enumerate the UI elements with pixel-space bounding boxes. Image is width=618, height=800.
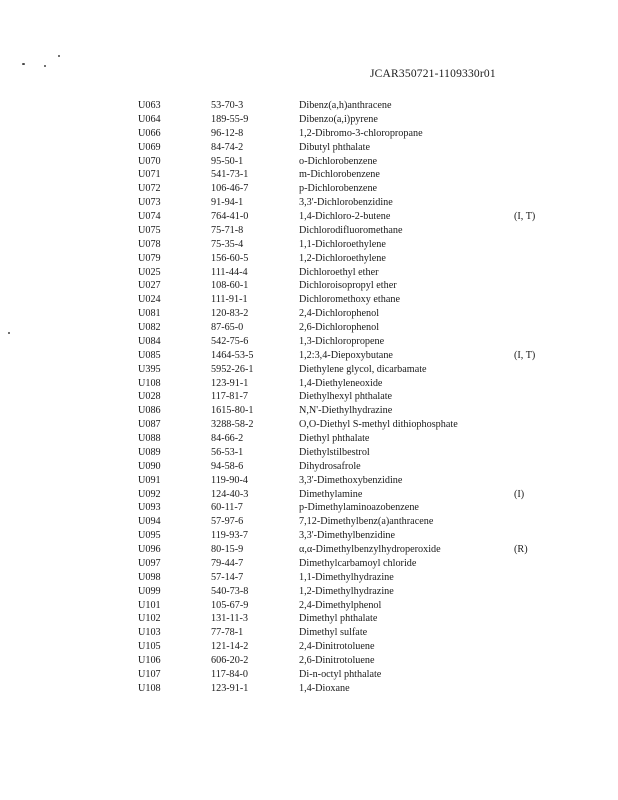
hazard-code [514, 321, 544, 335]
waste-code: U028 [138, 391, 161, 403]
hazard-code: (I, T) [514, 211, 536, 222]
table-row [138, 557, 544, 571]
table-row [138, 446, 544, 460]
waste-code: U084 [138, 335, 161, 347]
hazard-code [514, 626, 544, 640]
hazard-code [514, 238, 544, 252]
cas-number: 5952-26-1 [211, 363, 254, 375]
hazard-code [514, 529, 544, 543]
cas-number: 1464-53-5 [211, 349, 254, 361]
chemical-name: m-Dichlorobenzene [299, 169, 380, 181]
table-row [138, 418, 544, 432]
cas-number: 56-53-1 [211, 446, 244, 458]
waste-code: U069 [138, 141, 161, 153]
chemical-name: 7,12-Dimethylbenz(a)anthracene [299, 516, 434, 528]
waste-code: U070 [138, 155, 161, 167]
table-row [138, 682, 544, 696]
waste-code: U081 [138, 308, 161, 320]
chemical-name: α,α-Dimethylbenzylhydroperoxide [299, 544, 441, 555]
hazard-code [514, 612, 544, 626]
table-row [138, 612, 544, 626]
table-row [138, 668, 544, 682]
chemical-name: 1,4-Dichloro-2-butene [299, 211, 391, 222]
hazard-code [514, 668, 544, 682]
chemical-name: Dibenzo(a,i)pyrene [299, 113, 378, 125]
waste-code: U082 [138, 322, 161, 333]
chemical-name: Diethylstilbestrol [299, 446, 370, 458]
hazard-code [514, 377, 544, 391]
chemical-name: 2,4-Dichlorophenol [299, 308, 380, 320]
table-row [138, 654, 544, 668]
hazard-code [514, 460, 544, 474]
table-row [138, 307, 544, 321]
cas-number: 111-44-4 [211, 266, 248, 278]
waste-code: U079 [138, 252, 161, 264]
cas-number: 123-91-1 [211, 682, 249, 694]
cas-number: 541-73-1 [211, 169, 249, 181]
cas-number: 57-14-7 [211, 571, 244, 583]
cas-number: 189-55-9 [211, 113, 249, 125]
waste-code: U097 [138, 557, 161, 569]
cas-number: 764-41-0 [211, 211, 249, 222]
document-id: JCAR350721-1109330r01 [370, 68, 496, 80]
waste-code: U107 [138, 668, 161, 680]
scan-speck [44, 65, 46, 67]
table-row [138, 141, 544, 155]
hazardous-waste-table [138, 99, 544, 696]
waste-code: U073 [138, 197, 161, 209]
table-row [138, 279, 544, 293]
waste-code: U096 [138, 544, 161, 555]
hazard-code [514, 474, 544, 488]
cas-number: 75-71-8 [211, 224, 244, 236]
waste-code: U087 [138, 419, 161, 431]
hazard-code [514, 557, 544, 571]
table-row [138, 335, 544, 349]
table-row [138, 529, 544, 543]
chemical-name: 1,2-Dimethylhydrazine [299, 585, 394, 597]
cas-number: 117-84-0 [211, 668, 248, 680]
table-row [138, 515, 544, 529]
table-row [138, 404, 544, 418]
hazard-code [514, 155, 544, 169]
hazard-code [514, 446, 544, 460]
hazard-code [514, 127, 544, 141]
waste-code: U106 [138, 655, 161, 666]
cas-number: 131-11-3 [211, 613, 248, 625]
waste-code: U102 [138, 613, 161, 625]
hazard-code [514, 640, 544, 654]
waste-code: U088 [138, 433, 161, 444]
hazard-code [514, 654, 544, 668]
waste-code: U078 [138, 238, 161, 250]
hazard-code [514, 224, 544, 238]
cas-number: 79-44-7 [211, 557, 244, 569]
cas-number: 95-50-1 [211, 155, 244, 167]
chemical-name: Dichloromethoxy ethane [299, 294, 400, 306]
cas-number: 106-46-7 [211, 183, 249, 195]
chemical-name: Dihydrosafrole [299, 460, 361, 472]
waste-code: U099 [138, 585, 161, 597]
cas-number: 606-20-2 [211, 655, 249, 666]
table-row [138, 155, 544, 169]
chemical-name: O,O-Diethyl S-methyl dithiophosphate [299, 419, 458, 431]
cas-number: 96-12-8 [211, 127, 244, 139]
cas-number: 77-78-1 [211, 627, 244, 639]
hazard-code [514, 335, 544, 349]
hazard-code [514, 196, 544, 210]
chemical-name: Dibutyl phthalate [299, 141, 371, 153]
cas-number: 57-97-6 [211, 516, 244, 528]
hazard-code [514, 515, 544, 529]
hazard-code [514, 99, 544, 113]
chemical-name: 1,4-Dioxane [299, 682, 350, 694]
chemical-name: 1,2-Dibromo-3-chloropropane [299, 127, 423, 139]
table-row [138, 363, 544, 377]
table-row [138, 349, 544, 363]
waste-code: U064 [138, 113, 161, 125]
cas-number: 117-81-7 [211, 391, 248, 403]
hazard-code [514, 266, 544, 280]
chemical-name: Di-n-octyl phthalate [299, 668, 382, 680]
cas-number: 156-60-5 [211, 252, 249, 264]
chemical-name: 1,4-Diethyleneoxide [299, 377, 383, 389]
table-row [138, 585, 544, 599]
table-row [138, 266, 544, 280]
table-row [138, 321, 544, 335]
table-row [138, 377, 544, 391]
cas-number: 123-91-1 [211, 377, 249, 389]
table-body [138, 99, 544, 696]
cas-number: 80-15-9 [211, 544, 244, 555]
chemical-name: 1,2-Dichloroethylene [299, 252, 386, 264]
waste-code: U101 [138, 599, 161, 611]
chemical-name: Dichloroisopropyl ether [299, 280, 397, 292]
cas-number: 84-66-2 [211, 433, 244, 444]
waste-code: U075 [138, 224, 161, 236]
table-row [138, 99, 544, 113]
chemical-name: 1,2:3,4-Diepoxybutane [299, 349, 393, 361]
hazard-code [514, 599, 544, 613]
hazard-code [514, 168, 544, 182]
hazard-code [514, 418, 544, 432]
cas-number: 53-70-3 [211, 100, 244, 111]
chemical-name: 1,1-Dichloroethylene [299, 238, 386, 250]
chemical-name: Dimethylamine [299, 488, 363, 500]
waste-code: U094 [138, 516, 161, 528]
table-row [138, 432, 544, 446]
chemical-name: 2,4-Dinitrotoluene [299, 641, 375, 653]
table-row [138, 488, 544, 502]
chemical-name: 1,3-Dichloropropene [299, 335, 385, 347]
waste-code: U090 [138, 460, 161, 472]
waste-code: U091 [138, 474, 161, 486]
hazard-code: (I) [514, 488, 525, 500]
cas-number: 121-14-2 [211, 641, 249, 653]
chemical-name: 2,4-Dimethylphenol [299, 599, 382, 611]
cas-number: 542-75-6 [211, 335, 249, 347]
chemical-name: 3,3'-Dimethylbenzidine [299, 530, 396, 542]
table-row [138, 168, 544, 182]
chemical-name: Diethylene glycol, dicarbamate [299, 363, 427, 375]
waste-code: U098 [138, 571, 161, 583]
hazard-code [514, 252, 544, 266]
table-row [138, 127, 544, 141]
cas-number: 75-35-4 [211, 238, 244, 250]
hazard-code [514, 404, 544, 418]
waste-code: U025 [138, 266, 161, 278]
cas-number: 120-83-2 [211, 308, 249, 320]
chemical-name: N,N'-Diethylhydrazine [299, 405, 393, 417]
chemical-name: 3,3'-Dichlorobenzidine [299, 197, 393, 209]
table-row [138, 626, 544, 640]
cas-number: 94-58-6 [211, 460, 244, 472]
chemical-name: 1,1-Dimethylhydrazine [299, 571, 394, 583]
waste-code: U108 [138, 682, 161, 694]
chemical-name: 2,6-Dichlorophenol [299, 322, 380, 333]
waste-code: U024 [138, 294, 161, 306]
waste-code: U072 [138, 183, 161, 195]
cas-number: 87-65-0 [211, 322, 244, 333]
hazard-code [514, 182, 544, 196]
cas-number: 119-90-4 [211, 474, 248, 486]
table-row [138, 113, 544, 127]
chemical-name: Dibenz(a,h)anthracene [299, 100, 392, 111]
cas-number: 60-11-7 [211, 502, 243, 514]
table-row [138, 196, 544, 210]
waste-code: U074 [138, 211, 161, 222]
cas-number: 108-60-1 [211, 280, 249, 292]
chemical-name: 3,3'-Dimethoxybenzidine [299, 474, 403, 486]
chemical-name: Dichlorodifluoromethane [299, 224, 403, 236]
cas-number: 1615-80-1 [211, 405, 254, 417]
cas-number: 119-93-7 [211, 530, 248, 542]
waste-code: U092 [138, 488, 161, 500]
waste-code: U063 [138, 100, 161, 111]
hazard-code [514, 279, 544, 293]
chemical-name: Dichloroethyl ether [299, 266, 379, 278]
waste-code: U105 [138, 641, 161, 653]
cas-number: 91-94-1 [211, 197, 244, 209]
table-row [138, 182, 544, 196]
hazard-code [514, 432, 544, 446]
hazard-code [514, 682, 544, 696]
hazard-code [514, 307, 544, 321]
chemical-name: Dimethyl phthalate [299, 613, 378, 625]
hazard-code [514, 113, 544, 127]
hazard-code [514, 571, 544, 585]
chemical-name: p-Dichlorobenzene [299, 183, 378, 195]
waste-code: U086 [138, 405, 161, 417]
chemical-name: Dimethylcarbamoyl chloride [299, 557, 417, 569]
chemical-name: Diethyl phthalate [299, 433, 370, 444]
waste-code: U103 [138, 627, 161, 639]
scan-speck [8, 332, 10, 334]
table-row [138, 238, 544, 252]
chemical-name: 2,6-Dinitrotoluene [299, 655, 375, 666]
table-row [138, 460, 544, 474]
table-row [138, 543, 544, 557]
cas-number: 105-67-9 [211, 599, 249, 611]
waste-code: U108 [138, 377, 161, 389]
cas-number: 84-74-2 [211, 141, 244, 153]
cas-number: 540-73-8 [211, 585, 249, 597]
table-row [138, 224, 544, 238]
chemical-name: p-Dimethylaminoazobenzene [299, 502, 419, 514]
cas-number: 111-91-1 [211, 294, 248, 306]
scan-speck [22, 63, 25, 65]
table-row [138, 571, 544, 585]
waste-code: U027 [138, 280, 161, 292]
hazard-code [514, 363, 544, 377]
scan-speck [58, 55, 60, 57]
table-row [138, 599, 544, 613]
chemical-name: Dimethyl sulfate [299, 627, 368, 639]
waste-code: U093 [138, 502, 161, 514]
hazard-code: (R) [514, 544, 528, 555]
waste-code: U095 [138, 530, 161, 542]
cas-number: 124-40-3 [211, 488, 249, 500]
chemical-name: Diethylhexyl phthalate [299, 391, 393, 403]
hazard-code [514, 390, 544, 404]
waste-code: U395 [138, 363, 161, 375]
table-row [138, 501, 544, 515]
hazard-code [514, 501, 544, 515]
table-row [138, 474, 544, 488]
table-row [138, 640, 544, 654]
hazard-code [514, 293, 544, 307]
hazard-code: (I, T) [514, 349, 536, 361]
table-row [138, 210, 544, 224]
waste-code: U071 [138, 169, 161, 181]
waste-code: U066 [138, 127, 161, 139]
table-row [138, 390, 544, 404]
hazard-code [514, 141, 544, 155]
hazard-code [514, 585, 544, 599]
cas-number: 3288-58-2 [211, 419, 254, 431]
table-row [138, 293, 544, 307]
table-row [138, 252, 544, 266]
chemical-name: o-Dichlorobenzene [299, 155, 378, 167]
waste-code: U089 [138, 446, 161, 458]
waste-code: U085 [138, 349, 161, 361]
